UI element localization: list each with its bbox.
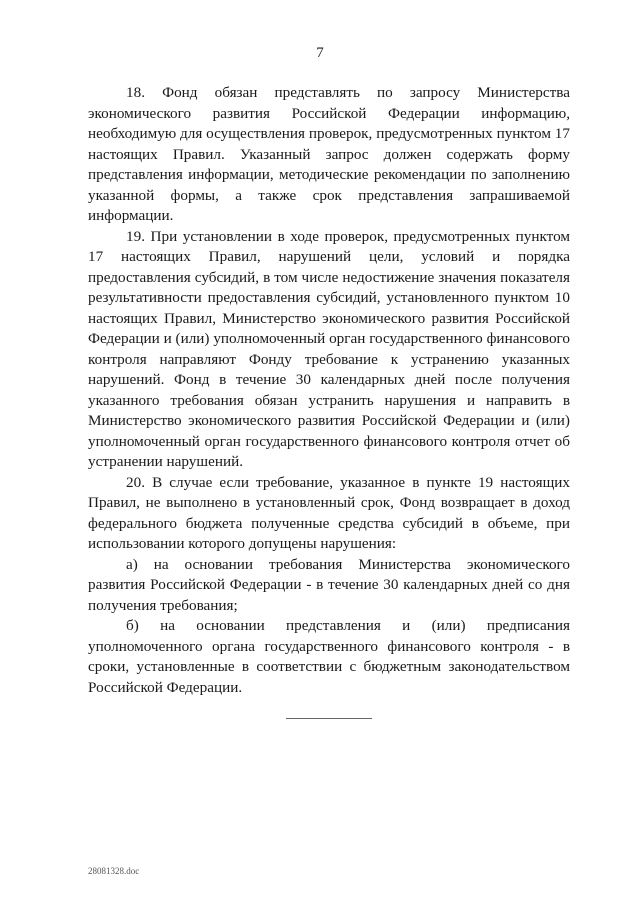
paragraph-20: 20. В случае если требование, указанное в пункте 19 настоящих Правил, не выполнено в установленный срок, Фонд возвращает в доход федерального бюджета полученные средства субсидий в объеме, при использовании которого допущены нарушения: (88, 473, 570, 552)
paragraph-18: 18. Фонд обязан представлять по запросу Министерства экономического развития Российской Федерации информацию, необходимую для осуществления проверок, предусмотренных пунктом 17 настоящих Правил. Указанный запрос должен содержать форму представления информации, методические рекомендации по заполнению указанной формы, а также срок представления запрашиваемой информации. (88, 84, 570, 224)
paragraph-20-item-b: б) на основании представления и (или) предписания уполномоченного органа государственного финансового контроля - в сроки, установленные в соответствии с бюджетным законодательством Российской Федерации. (88, 617, 570, 696)
file-name-footer: 28081328.doc (88, 866, 140, 876)
end-divider (286, 718, 372, 719)
document-body (88, 83, 570, 698)
page-number: 7 (316, 45, 324, 61)
paragraph-19: 19. При установлении в ходе проверок, предусмотренных пунктом 17 настоящих Правил, нарушений цели, условий и порядка предоставления субсидий, в том числе недостижение значения показателя результативности предоставления субсидий, установленного пунктом 10 настоящих Правил, Министерство экономического развития Российской Федерации и (или) уполномоченный орган государственного финансового контроля направляют Фонду требование к устранению указанных нарушений. Фонд в течение 30 календарных дней после получения указанного требования обязан устранить нарушения и направить в Министерство экономического развития Российской Федерации и (или) уполномоченный орган государственного финансового контроля отчет об устранении нарушений. (88, 227, 570, 470)
paragraph-20-item-a: а) на основании требования Министерства экономического развития Российской Федерации - в течение 30 календарных дней со дня получения требования; (88, 555, 570, 614)
